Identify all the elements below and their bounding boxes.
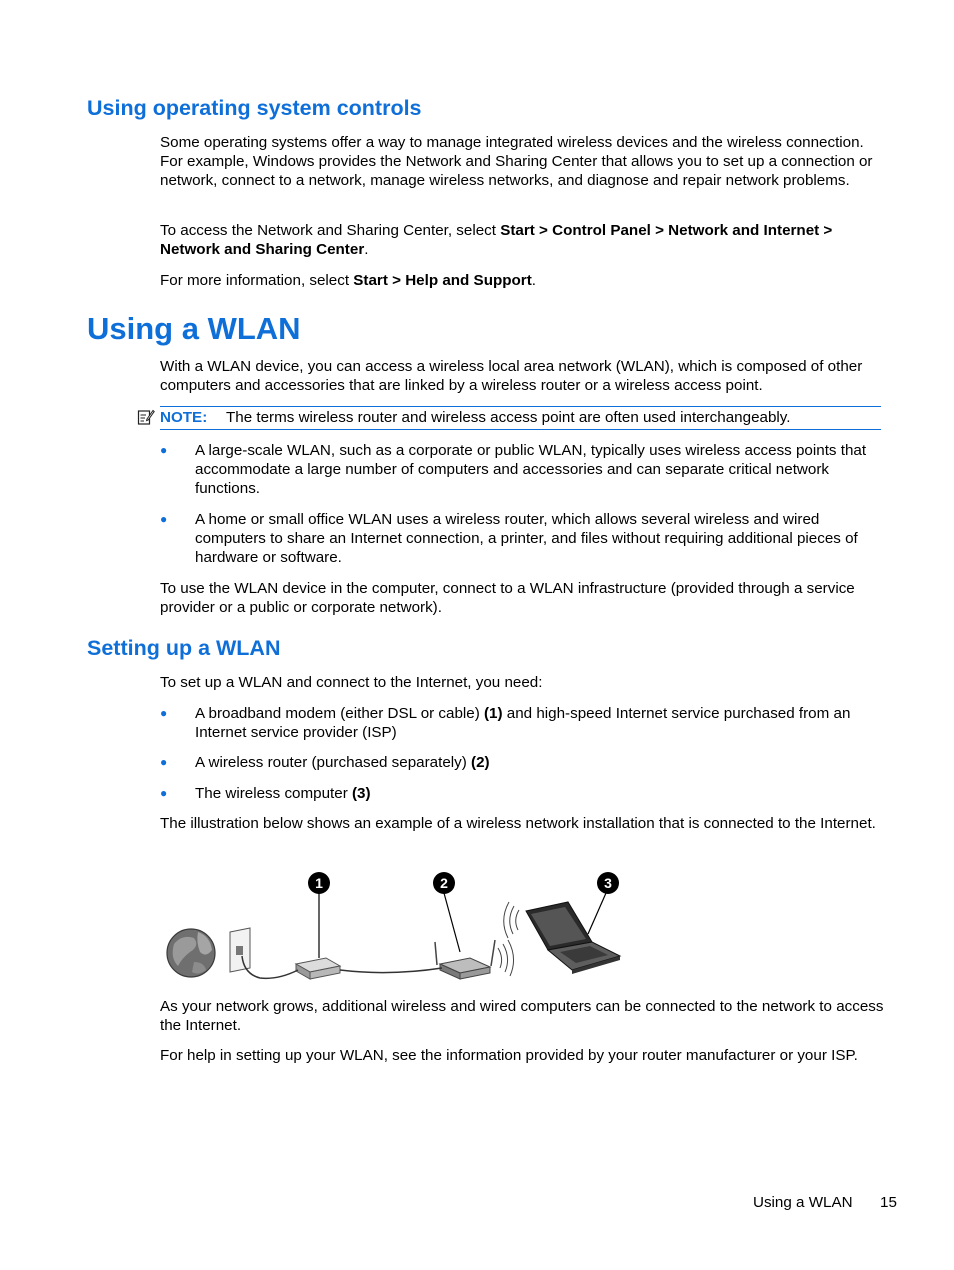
text-segment: A wireless router (purchased separately)	[195, 754, 472, 771]
list-item-text	[195, 784, 886, 803]
wall-jack-icon	[230, 928, 250, 972]
text-segment: For more information, select	[160, 272, 354, 289]
list-item	[160, 753, 886, 772]
list-item-text	[195, 704, 886, 742]
note-text: The terms wireless router and wireless access point are often used interchangeably.	[226, 409, 791, 426]
text-segment: .	[531, 272, 536, 289]
paragraph-wlan-intro: With a WLAN device, you can access a wireless local area network (WLAN), which is composed of other computers and accessories that are linked by a wireless router or a wireless access point.	[160, 358, 863, 394]
bullet-icon: ●	[160, 443, 168, 457]
note-label: NOTE:	[160, 409, 208, 426]
list-item	[160, 510, 886, 567]
menu-path: Start > Help and Support	[353, 272, 532, 289]
note-icon	[137, 408, 155, 426]
text-segment: A broadband modem (either DSL or cable)	[195, 705, 484, 722]
text-segment: To access the Network and Sharing Center, select	[160, 222, 501, 239]
list-item	[160, 441, 886, 498]
text-segment: The wireless computer	[195, 785, 352, 802]
callout-1	[308, 872, 330, 894]
paragraph-network-grows: As your network grows, additional wireless and wired computers can be connected to the network to access the Internet.	[160, 998, 884, 1034]
callout-number: 1	[315, 875, 323, 891]
router-icon	[435, 940, 495, 979]
list-item	[160, 784, 886, 803]
paragraph-help-setup: For help in setting up your WLAN, see the information provided by your router manufacturer or your ISP.	[160, 1047, 858, 1064]
bullet-icon: ●	[160, 706, 168, 720]
list-item-text	[195, 753, 886, 772]
page-number: 15	[880, 1194, 897, 1211]
paragraph-access-network-center	[160, 221, 886, 259]
bullet-icon: ●	[160, 786, 168, 800]
section-heading-setting-up-wlan: Setting up a WLAN	[87, 636, 281, 660]
paragraph-illustration-intro: The illustration below shows an example of a wireless network installation that is connected to the Internet.	[160, 815, 876, 832]
callout-2	[433, 872, 455, 894]
note-box	[160, 406, 881, 430]
text-segment: .	[364, 241, 369, 258]
bullet-icon: ●	[160, 755, 168, 769]
chapter-heading-using-wlan: Using a WLAN	[87, 311, 301, 346]
callout-number: 2	[440, 875, 448, 891]
paragraph-os-controls: Some operating systems offer a way to manage integrated wireless devices and the wireless connection. For example, Windows provides the Network and Sharing Center that allows you to set up a connection or network, connect to a network, manage wireless networks, and diagnose and repair network problems.	[160, 134, 873, 189]
callout-ref: (2)	[471, 754, 490, 771]
callout-ref: (3)	[352, 785, 371, 802]
section-heading-os-controls: Using operating system controls	[87, 96, 422, 120]
callout-ref: (1)	[484, 705, 503, 722]
bullet-icon: ●	[160, 512, 168, 526]
paragraph-more-info	[160, 271, 886, 290]
list-item-text: A large-scale WLAN, such as a corporate or public WLAN, typically uses wireless access points that accommodate a large number of computers and accessories and can separate critical network functions.	[195, 442, 867, 497]
text-segment: and high-speed Internet service purchased from an Internet service provider (ISP)	[195, 705, 851, 741]
globe-icon	[167, 929, 215, 977]
callout-3	[597, 872, 619, 894]
list-item-text: A home or small office WLAN uses a wireless router, which allows several wireless and wired computers to share an Internet connection, a printer, and files without requiring additional pieces of hardware or software.	[195, 511, 858, 566]
laptop-icon	[526, 902, 620, 974]
paragraph-wlan-outro: To use the WLAN device in the computer, connect to a WLAN infrastructure (provided through a service provider or a public or corporate network).	[160, 580, 855, 616]
footer-title: Using a WLAN	[753, 1194, 853, 1211]
menu-path: Start > Control Panel > Network and Internet > Network and Sharing Center	[160, 222, 833, 258]
callout-number: 3	[604, 875, 612, 891]
list-item	[160, 704, 886, 742]
wireless-network-illustration	[160, 866, 630, 988]
modem-icon	[296, 958, 340, 979]
paragraph-setup-intro: To set up a WLAN and connect to the Internet, you need:	[160, 674, 543, 691]
